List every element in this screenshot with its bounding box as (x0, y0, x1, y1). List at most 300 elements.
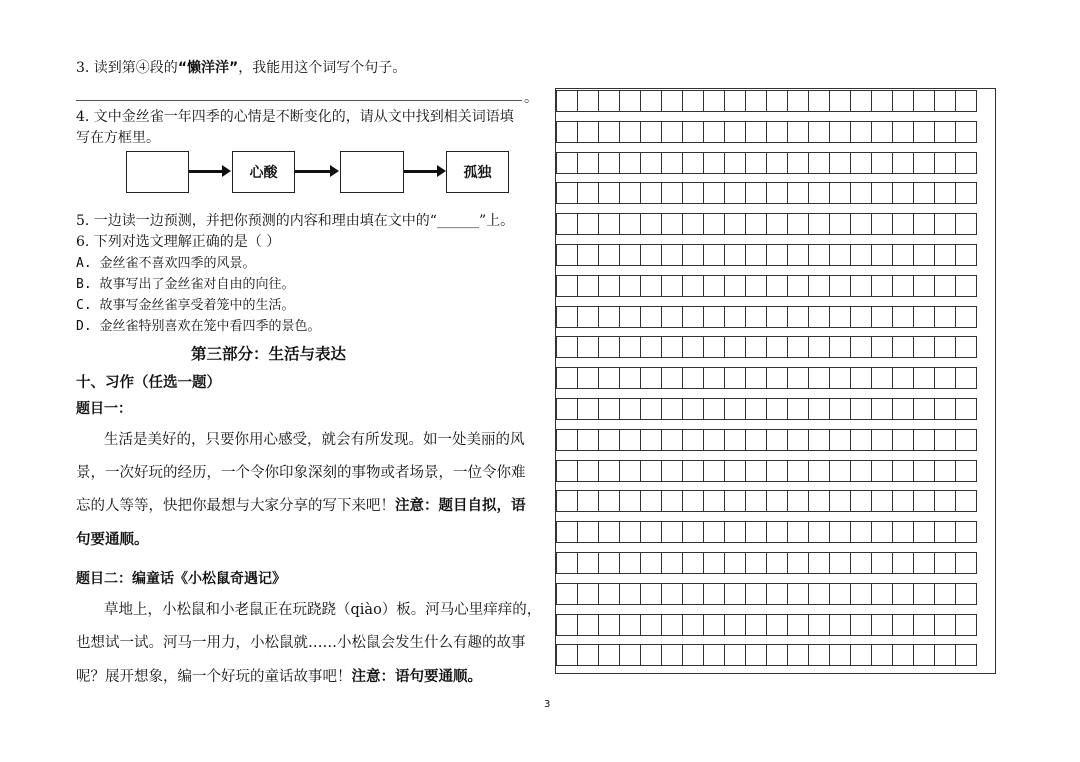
grid-cell[interactable] (871, 490, 893, 512)
grid-cell[interactable] (934, 213, 956, 235)
grid-cell[interactable] (703, 244, 725, 266)
grid-cell[interactable] (955, 152, 977, 174)
grid-cell[interactable] (913, 367, 935, 389)
grid-cell[interactable] (703, 644, 725, 666)
grid-cell[interactable] (955, 398, 977, 420)
grid-cell[interactable] (808, 460, 830, 482)
grid-cell[interactable] (745, 398, 767, 420)
grid-cell[interactable] (955, 213, 977, 235)
grid-cell[interactable] (577, 336, 599, 358)
grid-cell[interactable] (913, 182, 935, 204)
grid-cell[interactable] (871, 552, 893, 574)
grid-cell[interactable] (808, 583, 830, 605)
grid-cell[interactable] (619, 367, 641, 389)
grid-cell[interactable] (661, 182, 683, 204)
grid-cell[interactable] (640, 521, 662, 543)
grid-cell[interactable] (640, 244, 662, 266)
grid-cell[interactable] (682, 306, 704, 328)
grid-cell[interactable] (661, 121, 683, 143)
option-d[interactable]: D. 金丝雀特别喜欢在笼中看四季的景色。 (76, 319, 321, 334)
grid-cell[interactable] (724, 306, 746, 328)
grid-cell[interactable] (850, 583, 872, 605)
grid-cell[interactable] (787, 429, 809, 451)
grid-cell[interactable] (787, 490, 809, 512)
grid-cell[interactable] (619, 182, 641, 204)
grid-cell[interactable] (934, 121, 956, 143)
grid-cell[interactable] (577, 490, 599, 512)
grid-cell[interactable] (724, 644, 746, 666)
grid-cell[interactable] (955, 490, 977, 512)
grid-cell[interactable] (934, 244, 956, 266)
grid-cell[interactable] (556, 152, 578, 174)
grid-cell[interactable] (955, 429, 977, 451)
grid-cell[interactable] (871, 614, 893, 636)
grid-cell[interactable] (766, 429, 788, 451)
grid-cell[interactable] (619, 306, 641, 328)
grid-cell[interactable] (703, 90, 725, 112)
grid-cell[interactable] (913, 244, 935, 266)
option-a[interactable]: A. 金丝雀不喜欢四季的风景。 (76, 256, 256, 271)
grid-cell[interactable] (745, 306, 767, 328)
grid-cell[interactable] (577, 244, 599, 266)
grid-cell[interactable] (661, 152, 683, 174)
grid-cell[interactable] (829, 429, 851, 451)
grid-cell[interactable] (745, 336, 767, 358)
grid-cell[interactable] (892, 213, 914, 235)
grid-cell[interactable] (619, 90, 641, 112)
grid-cell[interactable] (556, 306, 578, 328)
grid-cell[interactable] (577, 429, 599, 451)
grid-cell[interactable] (745, 521, 767, 543)
grid-cell[interactable] (850, 336, 872, 358)
grid-cell[interactable] (640, 336, 662, 358)
grid-cell[interactable] (661, 552, 683, 574)
grid-cell[interactable] (913, 152, 935, 174)
grid-cell[interactable] (829, 90, 851, 112)
grid-cell[interactable] (766, 398, 788, 420)
grid-cell[interactable] (619, 583, 641, 605)
grid-cell[interactable] (808, 367, 830, 389)
grid-cell[interactable] (934, 552, 956, 574)
grid-cell[interactable] (724, 614, 746, 636)
grid-cell[interactable] (808, 213, 830, 235)
grid-cell[interactable] (724, 244, 746, 266)
grid-cell[interactable] (598, 521, 620, 543)
grid-cell[interactable] (787, 306, 809, 328)
grid-cell[interactable] (598, 121, 620, 143)
grid-cell[interactable] (724, 152, 746, 174)
grid-cell[interactable] (640, 213, 662, 235)
grid-cell[interactable] (766, 121, 788, 143)
grid-cell[interactable] (703, 583, 725, 605)
grid-cell[interactable] (598, 152, 620, 174)
grid-cell[interactable] (892, 460, 914, 482)
grid-cell[interactable] (808, 182, 830, 204)
grid-cell[interactable] (955, 244, 977, 266)
grid-cell[interactable] (913, 552, 935, 574)
grid-cell[interactable] (850, 306, 872, 328)
grid-cell[interactable] (619, 644, 641, 666)
grid-cell[interactable] (619, 398, 641, 420)
grid-cell[interactable] (850, 367, 872, 389)
grid-cell[interactable] (850, 244, 872, 266)
grid-cell[interactable] (640, 306, 662, 328)
grid-cell[interactable] (640, 490, 662, 512)
grid-cell[interactable] (787, 90, 809, 112)
grid-cell[interactable] (787, 398, 809, 420)
grid-cell[interactable] (892, 244, 914, 266)
grid-cell[interactable] (955, 367, 977, 389)
grid-cell[interactable] (766, 644, 788, 666)
grid-cell[interactable] (829, 552, 851, 574)
grid-cell[interactable] (724, 90, 746, 112)
grid-cell[interactable] (703, 429, 725, 451)
grid-cell[interactable] (766, 275, 788, 297)
grid-cell[interactable] (934, 90, 956, 112)
grid-cell[interactable] (913, 460, 935, 482)
grid-cell[interactable] (934, 490, 956, 512)
grid-cell[interactable] (598, 244, 620, 266)
grid-cell[interactable] (871, 306, 893, 328)
grid-cell[interactable] (766, 552, 788, 574)
grid-cell[interactable] (829, 583, 851, 605)
grid-cell[interactable] (661, 521, 683, 543)
grid-cell[interactable] (829, 490, 851, 512)
grid-cell[interactable] (682, 583, 704, 605)
grid-cell[interactable] (619, 244, 641, 266)
grid-cell[interactable] (913, 306, 935, 328)
grid-cell[interactable] (829, 614, 851, 636)
grid-cell[interactable] (955, 306, 977, 328)
grid-cell[interactable] (766, 306, 788, 328)
grid-cell[interactable] (745, 213, 767, 235)
grid-cell[interactable] (577, 182, 599, 204)
grid-cell[interactable] (682, 552, 704, 574)
grid-cell[interactable] (598, 429, 620, 451)
grid-cell[interactable] (955, 614, 977, 636)
grid-cell[interactable] (556, 583, 578, 605)
grid-cell[interactable] (808, 490, 830, 512)
grid-cell[interactable] (850, 429, 872, 451)
grid-cell[interactable] (766, 152, 788, 174)
grid-cell[interactable] (661, 213, 683, 235)
grid-cell[interactable] (682, 398, 704, 420)
grid-cell[interactable] (871, 244, 893, 266)
grid-cell[interactable] (682, 121, 704, 143)
grid-cell[interactable] (577, 367, 599, 389)
grid-cell[interactable] (892, 583, 914, 605)
grid-cell[interactable] (682, 460, 704, 482)
grid-cell[interactable] (724, 398, 746, 420)
grid-cell[interactable] (724, 521, 746, 543)
grid-cell[interactable] (640, 583, 662, 605)
grid-cell[interactable] (892, 644, 914, 666)
grid-cell[interactable] (598, 583, 620, 605)
grid-cell[interactable] (787, 182, 809, 204)
grid-cell[interactable] (703, 552, 725, 574)
grid-cell[interactable] (619, 121, 641, 143)
grid-cell[interactable] (892, 367, 914, 389)
grid-cell[interactable] (892, 614, 914, 636)
grid-cell[interactable] (850, 490, 872, 512)
grid-cell[interactable] (934, 521, 956, 543)
grid-cell[interactable] (703, 213, 725, 235)
grid-cell[interactable] (577, 614, 599, 636)
grid-cell[interactable] (850, 552, 872, 574)
grid-cell[interactable] (913, 398, 935, 420)
grid-cell[interactable] (850, 614, 872, 636)
grid-cell[interactable] (787, 552, 809, 574)
grid-cell[interactable] (661, 614, 683, 636)
grid-cell[interactable] (745, 90, 767, 112)
grid-cell[interactable] (808, 429, 830, 451)
grid-cell[interactable] (556, 490, 578, 512)
grid-cell[interactable] (892, 398, 914, 420)
grid-cell[interactable] (871, 521, 893, 543)
writing-grid[interactable] (555, 88, 996, 674)
grid-cell[interactable] (598, 552, 620, 574)
grid-cell[interactable] (766, 213, 788, 235)
grid-cell[interactable] (577, 152, 599, 174)
grid-cell[interactable] (640, 614, 662, 636)
grid-cell[interactable] (787, 152, 809, 174)
grid-cell[interactable] (745, 275, 767, 297)
grid-cell[interactable] (745, 367, 767, 389)
grid-cell[interactable] (682, 152, 704, 174)
grid-cell[interactable] (913, 275, 935, 297)
grid-cell[interactable] (724, 275, 746, 297)
grid-cell[interactable] (913, 521, 935, 543)
grid-cell[interactable] (640, 429, 662, 451)
grid-cell[interactable] (598, 306, 620, 328)
grid-cell[interactable] (955, 521, 977, 543)
grid-cell[interactable] (640, 367, 662, 389)
grid-cell[interactable] (787, 583, 809, 605)
grid-cell[interactable] (892, 152, 914, 174)
grid-cell[interactable] (619, 275, 641, 297)
grid-cell[interactable] (787, 336, 809, 358)
grid-cell[interactable] (766, 583, 788, 605)
grid-cell[interactable] (850, 121, 872, 143)
grid-cell[interactable] (808, 275, 830, 297)
grid-cell[interactable] (682, 644, 704, 666)
grid-cell[interactable] (934, 398, 956, 420)
grid-cell[interactable] (745, 121, 767, 143)
grid-cell[interactable] (913, 213, 935, 235)
grid-cell[interactable] (640, 90, 662, 112)
grid-cell[interactable] (850, 213, 872, 235)
grid-cell[interactable] (598, 367, 620, 389)
grid-cell[interactable] (787, 244, 809, 266)
grid-cell[interactable] (745, 614, 767, 636)
grid-cell[interactable] (787, 367, 809, 389)
grid-cell[interactable] (556, 213, 578, 235)
grid-cell[interactable] (682, 244, 704, 266)
grid-cell[interactable] (766, 521, 788, 543)
grid-cell[interactable] (640, 275, 662, 297)
grid-cell[interactable] (808, 521, 830, 543)
grid-cell[interactable] (724, 182, 746, 204)
grid-cell[interactable] (913, 644, 935, 666)
grid-cell[interactable] (556, 121, 578, 143)
grid-cell[interactable] (556, 367, 578, 389)
grid-cell[interactable] (934, 275, 956, 297)
grid-cell[interactable] (850, 460, 872, 482)
grid-cell[interactable] (703, 398, 725, 420)
grid-cell[interactable] (766, 614, 788, 636)
grid-cell[interactable] (598, 213, 620, 235)
grid-cell[interactable] (934, 182, 956, 204)
grid-cell[interactable] (661, 90, 683, 112)
grid-cell[interactable] (577, 306, 599, 328)
grid-cell[interactable] (661, 583, 683, 605)
grid-cell[interactable] (934, 614, 956, 636)
grid-cell[interactable] (787, 521, 809, 543)
grid-cell[interactable] (787, 614, 809, 636)
grid-cell[interactable] (619, 152, 641, 174)
grid-cell[interactable] (766, 460, 788, 482)
grid-cell[interactable] (808, 336, 830, 358)
grid-cell[interactable] (955, 552, 977, 574)
grid-cell[interactable] (766, 90, 788, 112)
grid-cell[interactable] (661, 336, 683, 358)
grid-cell[interactable] (682, 614, 704, 636)
grid-cell[interactable] (829, 213, 851, 235)
grid-cell[interactable] (682, 521, 704, 543)
grid-cell[interactable] (640, 152, 662, 174)
grid-cell[interactable] (871, 213, 893, 235)
grid-cell[interactable] (577, 644, 599, 666)
grid-cell[interactable] (808, 152, 830, 174)
grid-cell[interactable] (640, 460, 662, 482)
grid-cell[interactable] (871, 460, 893, 482)
grid-cell[interactable] (829, 644, 851, 666)
grid-cell[interactable] (808, 90, 830, 112)
grid-cell[interactable] (913, 614, 935, 636)
grid-cell[interactable] (745, 552, 767, 574)
grid-cell[interactable] (598, 614, 620, 636)
grid-cell[interactable] (556, 90, 578, 112)
grid-cell[interactable] (745, 429, 767, 451)
grid-cell[interactable] (808, 121, 830, 143)
grid-cell[interactable] (619, 614, 641, 636)
grid-cell[interactable] (892, 490, 914, 512)
grid-cell[interactable] (934, 152, 956, 174)
grid-cell[interactable] (682, 429, 704, 451)
grid-cell[interactable] (556, 521, 578, 543)
grid-cell[interactable] (850, 398, 872, 420)
grid-cell[interactable] (619, 429, 641, 451)
grid-cell[interactable] (724, 490, 746, 512)
grid-cell[interactable] (745, 152, 767, 174)
grid-cell[interactable] (577, 90, 599, 112)
grid-cell[interactable] (619, 336, 641, 358)
grid-cell[interactable] (955, 460, 977, 482)
grid-cell[interactable] (850, 182, 872, 204)
grid-cell[interactable] (577, 521, 599, 543)
grid-cell[interactable] (598, 275, 620, 297)
grid-cell[interactable] (871, 275, 893, 297)
grid-cell[interactable] (703, 367, 725, 389)
grid-cell[interactable] (766, 367, 788, 389)
grid-cell[interactable] (661, 306, 683, 328)
grid-cell[interactable] (808, 398, 830, 420)
grid-cell[interactable] (556, 182, 578, 204)
grid-cell[interactable] (829, 367, 851, 389)
grid-cell[interactable] (703, 521, 725, 543)
grid-cell[interactable] (913, 429, 935, 451)
grid-cell[interactable] (640, 552, 662, 574)
grid-cell[interactable] (787, 644, 809, 666)
grid-cell[interactable] (871, 429, 893, 451)
grid-cell[interactable] (682, 275, 704, 297)
grid-cell[interactable] (724, 367, 746, 389)
grid-cell[interactable] (577, 398, 599, 420)
grid-cell[interactable] (829, 152, 851, 174)
grid-cell[interactable] (850, 275, 872, 297)
grid-cell[interactable] (913, 336, 935, 358)
grid-cell[interactable] (892, 521, 914, 543)
grid-cell[interactable] (892, 182, 914, 204)
grid-cell[interactable] (913, 121, 935, 143)
grid-cell[interactable] (724, 460, 746, 482)
grid-cell[interactable] (892, 275, 914, 297)
grid-cell[interactable] (556, 398, 578, 420)
grid-cell[interactable] (661, 398, 683, 420)
grid-cell[interactable] (724, 552, 746, 574)
grid-cell[interactable] (682, 182, 704, 204)
grid-cell[interactable] (871, 644, 893, 666)
grid-cell[interactable] (619, 490, 641, 512)
grid-cell[interactable] (556, 552, 578, 574)
grid-cell[interactable] (556, 429, 578, 451)
grid-cell[interactable] (724, 429, 746, 451)
grid-cell[interactable] (829, 121, 851, 143)
emotion-box-3[interactable] (340, 151, 404, 193)
grid-cell[interactable] (850, 90, 872, 112)
grid-cell[interactable] (808, 244, 830, 266)
grid-cell[interactable] (556, 614, 578, 636)
grid-cell[interactable] (577, 275, 599, 297)
q3-answer-line[interactable] (76, 99, 522, 101)
grid-cell[interactable] (745, 460, 767, 482)
grid-cell[interactable] (598, 336, 620, 358)
grid-cell[interactable] (829, 244, 851, 266)
grid-cell[interactable] (703, 306, 725, 328)
grid-cell[interactable] (913, 90, 935, 112)
grid-cell[interactable] (724, 213, 746, 235)
grid-cell[interactable] (640, 121, 662, 143)
grid-cell[interactable] (598, 644, 620, 666)
grid-cell[interactable] (577, 460, 599, 482)
grid-cell[interactable] (871, 152, 893, 174)
grid-cell[interactable] (787, 275, 809, 297)
grid-cell[interactable] (955, 275, 977, 297)
grid-cell[interactable] (682, 367, 704, 389)
grid-cell[interactable] (703, 460, 725, 482)
grid-cell[interactable] (661, 429, 683, 451)
grid-cell[interactable] (745, 182, 767, 204)
grid-cell[interactable] (829, 306, 851, 328)
grid-cell[interactable] (955, 583, 977, 605)
grid-cell[interactable] (871, 90, 893, 112)
grid-cell[interactable] (787, 121, 809, 143)
grid-cell[interactable] (577, 552, 599, 574)
grid-cell[interactable] (724, 583, 746, 605)
grid-cell[interactable] (934, 336, 956, 358)
grid-cell[interactable] (619, 213, 641, 235)
grid-cell[interactable] (598, 490, 620, 512)
